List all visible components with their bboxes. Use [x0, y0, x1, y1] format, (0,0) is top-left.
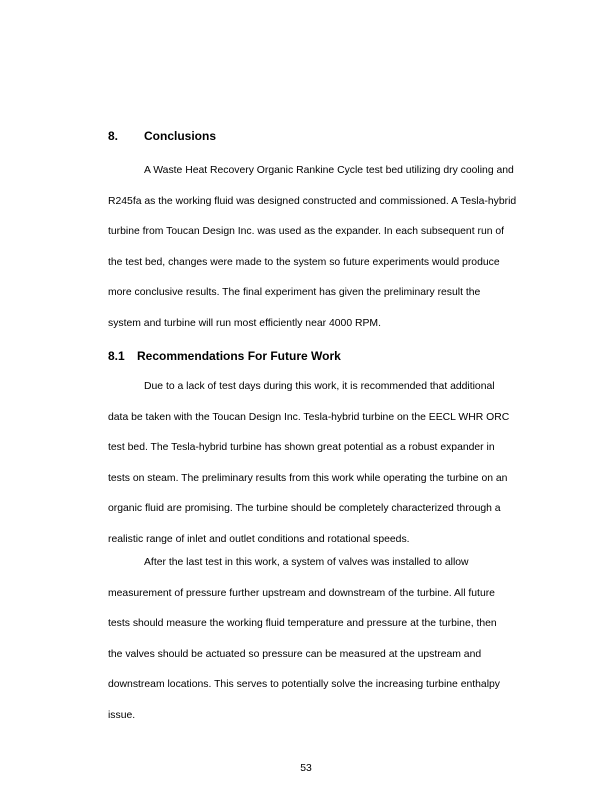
text-line: realistic range of inlet and outlet conditions and rotational speeds.	[108, 533, 410, 545]
text-line: test bed. The Tesla-hybrid turbine has shown great potential as a robust expander in	[108, 442, 495, 454]
text-line: the valves should be actuated so pressure can be measured at the upstream and	[108, 648, 482, 660]
text-line: downstream locations. This serves to potentially solve the increasing turbine enthalpy	[108, 679, 500, 691]
text-line: tests on steam. The preliminary results from this work while operating the turbine on an	[108, 472, 508, 484]
page-number: 53	[300, 763, 312, 774]
subsection-title: Recommendations For Future Work	[137, 349, 341, 363]
text-line: organic fluid are promising. The turbine should be completely characterized through a	[108, 503, 501, 515]
subsection-number: 8.1	[108, 349, 125, 363]
text-line: data be taken with the Toucan Design Inc. Tesla-hybrid turbine on the EECL WHR ORC	[108, 411, 510, 423]
text-line: issue.	[108, 709, 136, 721]
text-line: tests should measure the working fluid temperature and pressure at the turbine, then	[108, 618, 497, 630]
text-line: the test bed, changes were made to the system so future experiments would produce	[108, 256, 500, 268]
text-line: Due to a lack of test days during this work, it is recommended that additional	[144, 381, 495, 392]
text-line: R245fa as the working fluid was designed constructed and commissioned. A Tesla-hybrid	[108, 195, 517, 207]
text-line: more conclusive results. The final experiment has given the preliminary result the	[108, 287, 481, 299]
recommendations-paragraph-2	[108, 548, 541, 732]
text-line: A Waste Heat Recovery Organic Rankine Cycle test bed utilizing dry cooling and	[144, 165, 514, 176]
text-line: turbine from Toucan Design Inc. was used as the expander. In each subsequent run of	[108, 226, 505, 238]
section-title: Conclusions	[144, 129, 217, 143]
conclusions-paragraph	[108, 156, 541, 340]
text-line: measurement of pressure further upstream and downstream of the turbine. All future	[108, 587, 495, 599]
section-number: 8.	[108, 129, 119, 143]
text-line: After the last test in this work, a system of valves was installed to allow	[144, 557, 469, 568]
text-line: system and turbine will run most efficiently near 4000 RPM.	[108, 317, 381, 329]
recommendations-paragraph-1	[108, 372, 541, 556]
